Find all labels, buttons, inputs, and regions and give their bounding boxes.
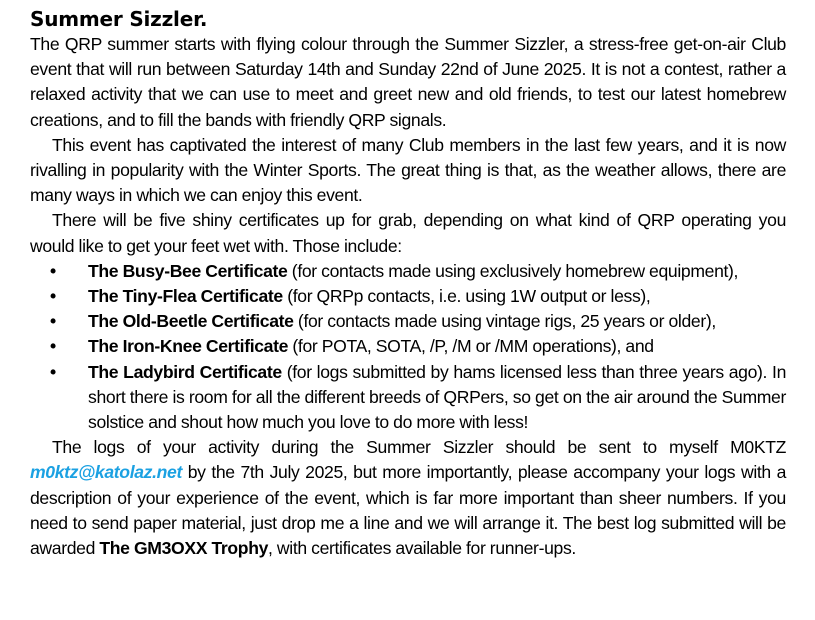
list-item xyxy=(30,334,786,359)
list-item xyxy=(30,259,786,284)
intro-paragraph: The QRP summer starts with flying colour through the Summer Sizzler, a stress-free get-on-air Club event that will run between Saturday 14th and Sunday 22nd of June 2025. It is not a contest, rather a relaxed activity that we can use to meet and greet new and old friends, to test our latest homebrew creations, and to fill the bands with friendly QRP signals. xyxy=(30,34,786,130)
certificate-name: The Tiny-Flea Certificate xyxy=(88,286,283,307)
certificate-name: The Busy-Bee Certificate xyxy=(88,260,288,281)
logs-paragraph xyxy=(30,435,786,561)
bullet-icon: • xyxy=(50,286,56,307)
bullet-icon: • xyxy=(50,311,56,332)
certificate-name: The Ladybird Certificate xyxy=(88,361,282,382)
certificate-description: (for contacts made using exclusively homebrew equipment), xyxy=(287,260,739,281)
article-heading: Summer Sizzler. xyxy=(30,7,208,31)
email-link[interactable]: m0ktz@katolaz.net xyxy=(30,462,182,483)
certificates-intro-paragraph: There will be five shiny certificates up for grab, depending on what kind of QRP operating you would like to get your feet wet with. Those include: xyxy=(30,210,786,256)
list-item xyxy=(30,360,786,436)
certificate-description: (for logs submitted by hams licensed less than three years ago). In short there is room for all the different breeds of QRPers, so get on the air around the Summer solstice and shout how much you love to do more with less! xyxy=(88,361,786,433)
logs-text-start: The logs of your activity during the Summer Sizzler should be sent to myself M0KTZ xyxy=(52,437,786,458)
logs-text-middle: by the 7th July 2025, but more importantly, please accompany your logs with a description of your experience of the event, which is far more important than sheer numbers. If you need to send paper material, just drop me a line and we will arrange it. The best log submitted will be awarded xyxy=(30,462,786,559)
article-body xyxy=(30,32,786,561)
list-item xyxy=(30,309,786,334)
bullet-icon: • xyxy=(50,361,56,382)
certificate-description: (for POTA, SOTA, /P, /M or /MM operations), and xyxy=(288,336,654,357)
bullet-icon: • xyxy=(50,260,56,281)
popularity-paragraph: This event has captivated the interest of many Club members in the last few years, and it is now rivalling in popularity with the Winter Sports. The great thing is that, as the weather allows, there are many ways in which we can enjoy this event. xyxy=(30,134,786,206)
trophy-name: The GM3OXX Trophy xyxy=(99,538,269,559)
certificate-name: The Old-Beetle Certificate xyxy=(88,311,294,332)
certificate-name: The Iron-Knee Certificate xyxy=(88,336,289,357)
article xyxy=(30,6,786,561)
certificate-description: (for contacts made using vintage rigs, 25 years or older), xyxy=(293,311,716,332)
logs-text-end: , with certificates available for runner-ups. xyxy=(268,538,576,559)
certificate-description: (for QRPp contacts, i.e. using 1W output or less), xyxy=(282,286,651,307)
list-item xyxy=(30,284,786,309)
certificates-list xyxy=(30,259,786,435)
bullet-icon: • xyxy=(50,336,56,357)
